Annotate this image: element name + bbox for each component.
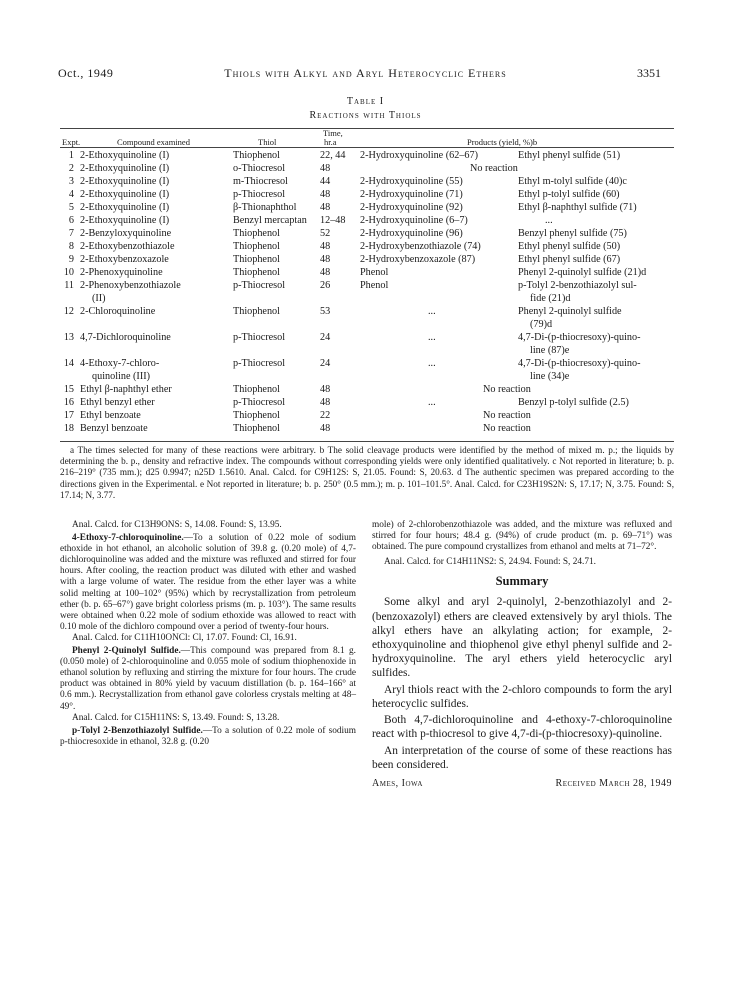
time-cell: 48 <box>320 384 331 395</box>
thiol-cell: Thiophenol <box>233 423 280 434</box>
expt-number: 10 <box>63 267 74 278</box>
time-cell: 26 <box>320 280 331 291</box>
table-row <box>0 163 731 176</box>
time-cell: 48 <box>320 202 331 213</box>
time-cell: 22, 44 <box>320 150 346 161</box>
product-cell: Benzyl phenyl sulfide (75) <box>518 228 627 239</box>
paragraph: —To a solution of 0.22 mole of sodium p-thiocresoxide in ethanol, 32.8 g. (0.20 <box>60 725 356 747</box>
table-row <box>0 332 731 358</box>
product-cell: Ethyl p-tolyl sulfide (60) <box>518 189 620 200</box>
section-heading: Phenyl 2-Quinolyl Sulfide. <box>72 646 181 657</box>
table-row <box>0 254 731 267</box>
product-cell: ... <box>428 358 436 369</box>
product-cell: Ethyl m-tolyl sulfide (40)c <box>518 176 627 187</box>
product-cell: ... <box>428 332 436 343</box>
expt-number: 11 <box>64 280 74 291</box>
compound-cell: 2-Ethoxybenzothiazole <box>80 241 175 252</box>
analysis-2: Anal. Calcd. for C11H10ONCl: Cl, 17.07. Found: Cl, 16.91. <box>72 632 297 643</box>
table-row <box>0 410 731 423</box>
compound-cell: 2-Phenoxybenzothiazole <box>80 280 181 291</box>
product-cell: ... <box>428 306 436 317</box>
table-row <box>0 358 731 384</box>
running-header <box>0 66 731 82</box>
table-label: Table I <box>346 96 385 107</box>
product-cell: p-Tolyl 2-benzothiazolyl sul- <box>518 280 637 291</box>
table-footnotes: a The times selected for many of these reactions were arbitrary. b The solid cleavage products were identified by the method of mixed m. p.; the liquids by determining the b. p., density and refractive index. The compounds without corresponding yields were only identified qualitatively. c Not reported in literature; b. p. 216–219° (735 mm.); d25 0.9947; n25D 1.5610. Anal. Calcd. for C9H12S: S, 21.05. Found: S, 20.63. d The authentic specimen was prepared according to the directions given in the Experimental. e Not reported in literature; b. p. 250° (0.5 mm.); m. p. 101–101.5°. Anal. Calcd. for C23H19S2N: S, 17.17; N, 3.75. Found: S, 17.14; N, 3.77. <box>60 445 674 500</box>
thiol-cell: Thiophenol <box>233 267 280 278</box>
paragraph: mole) of 2-chlorobenzothiazole was added, and the mixture was refluxed and stirred for four hours; 48.4 g. (94%) of crude product (m. p. 69–71°) was obtained. The pure compound crystallizes from ethanol and melts at 71–72°. <box>372 520 672 553</box>
compound-cell: 2-Benzyloxyquinoline <box>80 228 172 239</box>
table-row <box>0 384 731 397</box>
compound-cell: 4,7-Dichloroquinoline <box>80 332 171 343</box>
product-cell: No reaction <box>470 163 518 174</box>
table-row <box>0 189 731 202</box>
thiol-cell: p-Thiocresol <box>233 189 286 200</box>
compound-cell: 2-Ethoxyquinoline (I) <box>80 215 170 226</box>
product-cell: 2-Hydroxyquinoline (6–7) <box>360 215 468 226</box>
col-products: Products (yield, %)b <box>467 137 538 147</box>
expt-number: 14 <box>63 358 74 369</box>
received-date: Received March 28, 1949 <box>555 777 672 789</box>
expt-number: 17 <box>63 410 74 421</box>
thiol-cell: Thiophenol <box>233 384 280 395</box>
page-number: 3351 <box>637 66 661 80</box>
thiol-cell: p-Thiocresol <box>233 397 286 408</box>
thiol-cell: o-Thiocresol <box>233 163 286 174</box>
time-cell: 48 <box>320 397 331 408</box>
time-cell: 12–48 <box>320 215 346 226</box>
time-cell: 48 <box>320 163 331 174</box>
time-cell: 22 <box>320 410 331 421</box>
table-row <box>0 280 731 306</box>
thiol-cell: Thiophenol <box>233 150 280 161</box>
compound-cell: 2-Ethoxyquinoline (I) <box>80 163 170 174</box>
summary-point-3: Both 4,7-dichloroquinoline and 4-ethoxy-7-chloroquinoline react with p-thiocresol to give 4,7-di-(p-thiocresoxy)-quinoline. <box>372 714 672 741</box>
product-cell: Phenol <box>360 267 389 278</box>
right-column <box>372 520 672 794</box>
running-title: Thiols with Alkyl and Aryl Heterocyclic Ethers <box>224 66 507 80</box>
analysis-1: Anal. Calcd. for C13H9ONS: S, 14.08. Found: S, 13.95. <box>72 520 282 530</box>
time-cell: 24 <box>320 332 331 343</box>
product-cell: 2-Hydroxybenzoxazole (87) <box>360 254 476 265</box>
expt-number: 18 <box>63 423 74 434</box>
product-cell: 2-Hydroxyquinoline (96) <box>360 228 463 239</box>
compound-cell: 2-Ethoxyquinoline (I) <box>80 189 170 200</box>
time-cell: 48 <box>320 254 331 265</box>
compound-cell: 2-Ethoxyquinoline (I) <box>80 176 170 187</box>
table-row <box>0 267 731 280</box>
expt-number: 5 <box>68 202 74 213</box>
thiol-cell: Thiophenol <box>233 410 280 421</box>
table-bottom-rule <box>60 441 674 442</box>
expt-number: 4 <box>68 189 74 200</box>
table-row <box>0 176 731 189</box>
left-column <box>60 520 356 748</box>
summary-point-4: An interpretation of the course of some of these reactions has been considered. <box>372 744 672 771</box>
product-cell-cont: (79)d <box>530 318 553 330</box>
analysis-3: Anal. Calcd. for C15H11NS: S, 13.49. Found: S, 13.28. <box>72 712 280 723</box>
summary-heading: Summary <box>495 574 549 589</box>
compound-cell: 4-Ethoxy-7-chloro- <box>80 358 160 369</box>
product-cell: Ethyl β-naphthyl sulfide (71) <box>518 202 637 213</box>
compound-cell: 2-Chloroquinoline <box>80 306 156 317</box>
expt-number: 15 <box>63 384 74 395</box>
time-cell: 48 <box>320 241 331 252</box>
expt-number: 8 <box>68 241 74 252</box>
product-cell: ... <box>428 397 436 408</box>
thiol-cell: m-Thiocresol <box>233 176 288 187</box>
product-cell: No reaction <box>483 410 531 421</box>
section-heading: 4-Ethoxy-7-chloroquinoline. <box>72 533 184 544</box>
product-cell: 2-Hydroxyquinoline (71) <box>360 189 463 200</box>
table-header-rule <box>60 147 674 148</box>
summary <box>372 595 672 771</box>
compound-cell: Ethyl β-naphthyl ether <box>80 384 172 395</box>
time-cell: 44 <box>320 176 331 187</box>
time-cell: 53 <box>320 306 331 317</box>
product-cell: No reaction <box>483 423 531 434</box>
table-row <box>0 397 731 410</box>
thiol-cell: p-Thiocresol <box>233 332 286 343</box>
table-row <box>0 202 731 215</box>
time-cell: 48 <box>320 423 331 434</box>
expt-number: 1 <box>68 150 74 161</box>
thiol-cell: p-Thiocresol <box>233 280 286 291</box>
paragraph: —This compound was prepared from 8.1 g. (0.050 mole) of 2-chloroquinoline and 0.055 mole of sodium thiophenoxide in ethanol solution by refluxing and stirring the mixture for four hours. The crude product was obtained in 80% yield by vacuum distillation (b. p. 164–166° at 0.6 mm.). Recrystallization from ethanol gave colorless crystals melting at 48–49°. <box>60 646 356 712</box>
product-cell: Phenyl 2-quinolyl sulfide <box>518 306 622 317</box>
product-cell: 4,7-Di-(p-thiocresoxy)-quino- <box>518 332 641 343</box>
product-cell: Phenol <box>360 280 389 291</box>
col-compound: Compound examined <box>117 137 190 147</box>
expt-number: 9 <box>68 254 74 265</box>
product-cell-cont: fide (21)d <box>530 292 571 304</box>
time-cell: 48 <box>320 189 331 200</box>
expt-number: 7 <box>68 228 74 239</box>
compound-cell: Ethyl benzoate <box>80 410 141 421</box>
thiol-cell: Thiophenol <box>233 254 280 265</box>
table-row <box>0 306 731 332</box>
compound-cell-cont: (II) <box>92 292 106 304</box>
time-cell: 52 <box>320 228 331 239</box>
expt-number: 12 <box>63 306 74 317</box>
product-cell: No reaction <box>483 384 531 395</box>
product-cell: 2-Hydroxyquinoline (55) <box>360 176 463 187</box>
location: Ames, Iowa <box>372 777 423 789</box>
table-row <box>0 150 731 163</box>
compound-cell-cont: quinoline (III) <box>92 370 150 382</box>
table-row <box>0 241 731 254</box>
time-cell: 48 <box>320 267 331 278</box>
thiol-cell: β-Thionaphthol <box>233 202 297 213</box>
product-cell: ... <box>545 215 553 226</box>
thiol-cell: Thiophenol <box>233 241 280 252</box>
table-row <box>0 228 731 241</box>
thiol-cell: p-Thiocresol <box>233 358 286 369</box>
product-cell: Ethyl phenyl sulfide (50) <box>518 241 621 252</box>
paragraph: —To a solution of 0.22 mole of sodium ethoxide in hot ethanol, an alcoholic solution of 39.8 g. (0.20 mole) of 4,7-dichloroquinoline was added and the mixture was refluxed and stirred for four hours. After cooling, the reaction product was diluted with ether and washed with a large volume of water. The residue from the ether layer was a white solid melting at 100–102° (95%) which by recrystallization from petroleum ether (b. p. 65–67°) gave bright colorless prisms (m. p. 103°). The same results were obtained when 0.22 mole of sodium ethoxide was allowed to react with 0.10 mole of the dichloro compound over a period of twenty-four hours. <box>60 533 356 632</box>
product-cell: 2-Hydroxybenzothiazole (74) <box>360 241 481 252</box>
col-time: Time, <box>323 128 343 138</box>
signature-line <box>372 778 672 794</box>
compound-cell: Benzyl benzoate <box>80 423 148 434</box>
compound-cell: 2-Ethoxybenzoxazole <box>80 254 169 265</box>
compound-cell: 2-Phenoxyquinoline <box>80 267 163 278</box>
table-top-rule <box>60 128 674 129</box>
time-cell: 24 <box>320 358 331 369</box>
product-cell: Ethyl phenyl sulfide (67) <box>518 254 621 265</box>
expt-number: 6 <box>68 215 74 226</box>
col-expt: Expt. <box>62 137 81 147</box>
summary-point-1: Some alkyl and aryl 2-quinolyl, 2-benzothiazolyl and 2-(benzoxazolyl) ethers are cleaved extensively by aryl thiols. The alkyl ethers have an alkylating action; for example, 2-ethoxyquinoline and thiophenol give ethyl phenyl sulfide and 2-hydroxyquinoline. The aryl ethers yield heterocyclic aryl sulfides. <box>372 596 672 680</box>
table-row <box>0 423 731 436</box>
product-cell: Benzyl p-tolyl sulfide (2.5) <box>518 397 629 408</box>
compound-cell: Ethyl benzyl ether <box>80 397 155 408</box>
product-cell: 2-Hydroxyquinoline (62–67) <box>360 150 478 161</box>
compound-cell: 2-Ethoxyquinoline (I) <box>80 150 170 161</box>
issue-date: Oct., 1949 <box>58 66 114 80</box>
expt-number: 13 <box>63 332 74 343</box>
product-cell-cont: line (87)e <box>530 344 570 356</box>
col-time-unit: hr.a <box>324 137 337 147</box>
product-cell: 4,7-Di-(p-thiocresoxy)-quino- <box>518 358 641 369</box>
thiol-cell: Thiophenol <box>233 306 280 317</box>
analysis-4: Anal. Calcd. for C14H11NS2: S, 24.94. Found: S, 24.71. <box>384 557 596 568</box>
expt-number: 16 <box>63 397 74 408</box>
product-cell-cont: line (34)e <box>530 370 570 382</box>
col-thiol: Thiol <box>258 137 277 147</box>
compound-cell: 2-Ethoxyquinoline (I) <box>80 202 170 213</box>
product-cell: Phenyl 2-quinolyl sulfide (21)d <box>518 267 647 278</box>
expt-number: 3 <box>68 176 74 187</box>
section-heading: p-Tolyl 2-Benzothiazolyl Sulfide. <box>72 725 203 736</box>
product-cell: Ethyl phenyl sulfide (51) <box>518 150 621 161</box>
expt-number: 2 <box>68 163 74 174</box>
thiol-cell: Thiophenol <box>233 228 280 239</box>
table-row <box>0 215 731 228</box>
table-title: Reactions with Thiols <box>309 110 422 121</box>
thiol-cell: Benzyl mercaptan <box>233 215 307 226</box>
product-cell: 2-Hydroxyquinoline (92) <box>360 202 463 213</box>
summary-point-2: Aryl thiols react with the 2-chloro compounds to form the aryl heterocyclic sulfides. <box>372 683 672 710</box>
